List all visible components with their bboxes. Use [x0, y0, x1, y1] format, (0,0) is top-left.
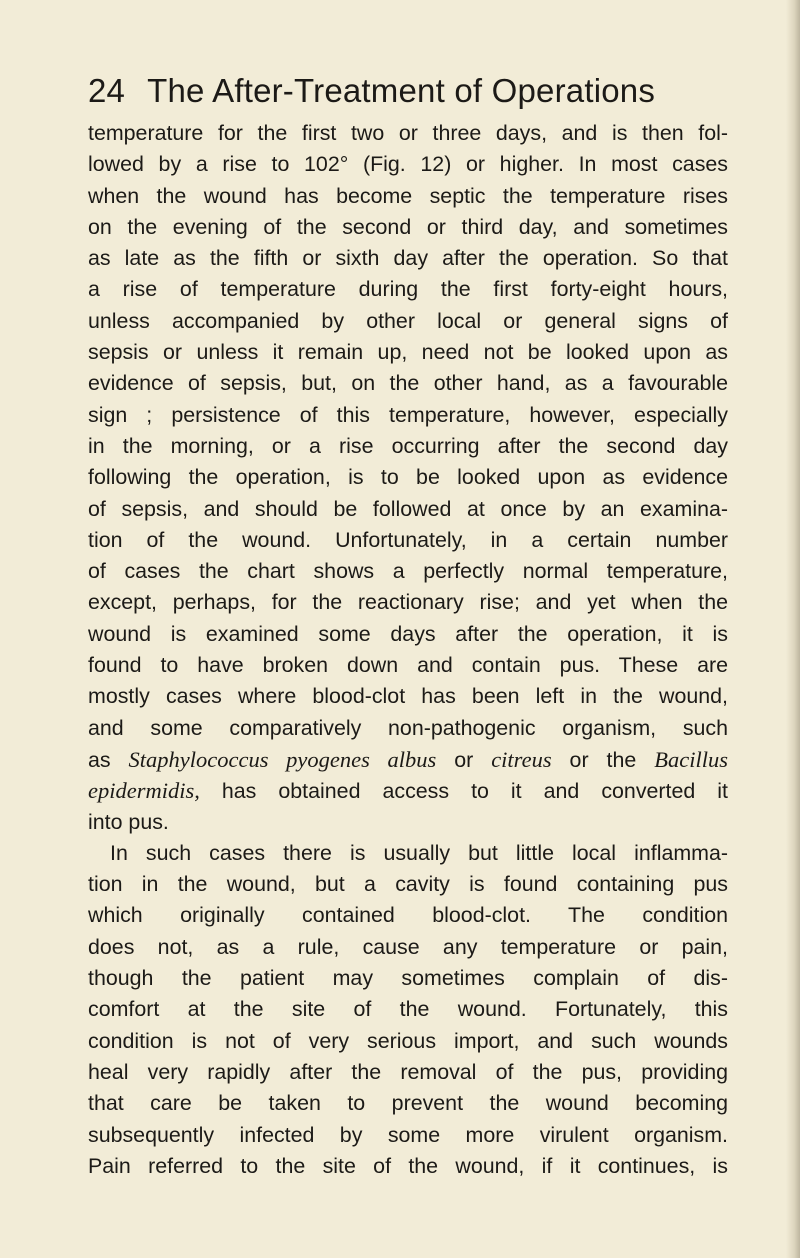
page-number: 24 [88, 72, 126, 109]
text-line: comfort at the site of the wound. Fortunately, this [88, 997, 728, 1022]
text-line-with-italics [88, 744, 728, 775]
text-line: which originally contained blood-clot. The condition [88, 903, 728, 928]
page-header [88, 72, 728, 122]
text-line-with-italics [88, 775, 728, 806]
text-fragment: or the [569, 747, 637, 772]
text-line: following the operation, is to be looked upon as evidence [88, 465, 728, 490]
text-line: Pain referred to the site of the wound, if it continues, is [88, 1153, 728, 1178]
text-line: unless accompanied by other local or general signs of [88, 308, 728, 333]
running-head: The After-Treatment of Operations [147, 72, 656, 109]
text-line: sepsis or unless it remain up, need not be looked upon as [88, 340, 728, 365]
text-line: condition is not of very serious import, and such wounds [88, 1028, 728, 1053]
text-line: though the patient may sometimes complain of dis- [88, 966, 728, 991]
text-line: sign ; persistence of this temperature, however, especially [88, 402, 728, 427]
text-line: temperature for the first two or three days, and is then fol- [88, 121, 728, 145]
text-line: except, perhaps, for the reactionary rise; and yet when the [88, 590, 728, 615]
text-line: of cases the chart shows a perfectly normal temperature, [88, 559, 728, 584]
text-line: that care be taken to prevent the wound becoming [88, 1091, 728, 1116]
text-fragment: or [454, 747, 474, 772]
text-line: evidence of sepsis, but, on the other hand, as a favourable [88, 371, 728, 396]
page-edge-shadow [786, 0, 800, 1258]
text-line: a rise of temperature during the first forty-eight hours, [88, 277, 728, 302]
text-line: and some comparatively non-pathogenic organism, such [88, 715, 728, 740]
text-line: lowed by a rise to 102° (Fig. 12) or higher. In most cases [88, 152, 728, 177]
paragraph-start-line: In such cases there is usually but little local inflamma- [110, 840, 728, 865]
text-line: mostly cases where blood-clot has been left in the wound, [88, 684, 728, 709]
italic-species-name: citreus [491, 746, 552, 772]
text-line: on the evening of the second or third day, and sometimes [88, 214, 728, 239]
text-fragment: as [88, 747, 111, 772]
text-line: subsequently infected by some more virulent organism. [88, 1122, 728, 1147]
italic-species-name: Bacillus [654, 746, 728, 772]
text-line: in the morning, or a rise occurring after the second day [88, 433, 728, 458]
text-line: heal very rapidly after the removal of the pus, providing [88, 1059, 728, 1084]
italic-species-name: Staphylococcus pyogenes albus [128, 746, 437, 772]
text-fragment: has obtained access to it and converted it [221, 779, 728, 804]
text-line: found to have broken down and contain pus. These are [88, 653, 728, 678]
text-line: of sepsis, and should be followed at once by an examina- [88, 496, 728, 521]
text-line: as late as the fifth or sixth day after the operation. So that [88, 246, 728, 271]
italic-species-name: epidermidis, [88, 778, 200, 804]
text-line: does not, as a rule, cause any temperature or pain, [88, 934, 728, 959]
text-line: wound is examined some days after the operation, it is [88, 621, 728, 646]
text-line: tion of the wound. Unfortunately, in a certain number [88, 527, 728, 552]
paragraph-end-line: into pus. [88, 809, 169, 834]
text-line: tion in the wound, but a cavity is found containing pus [88, 872, 728, 897]
body-text [88, 118, 728, 1182]
text-line: when the wound has become septic the temperature rises [88, 183, 728, 208]
